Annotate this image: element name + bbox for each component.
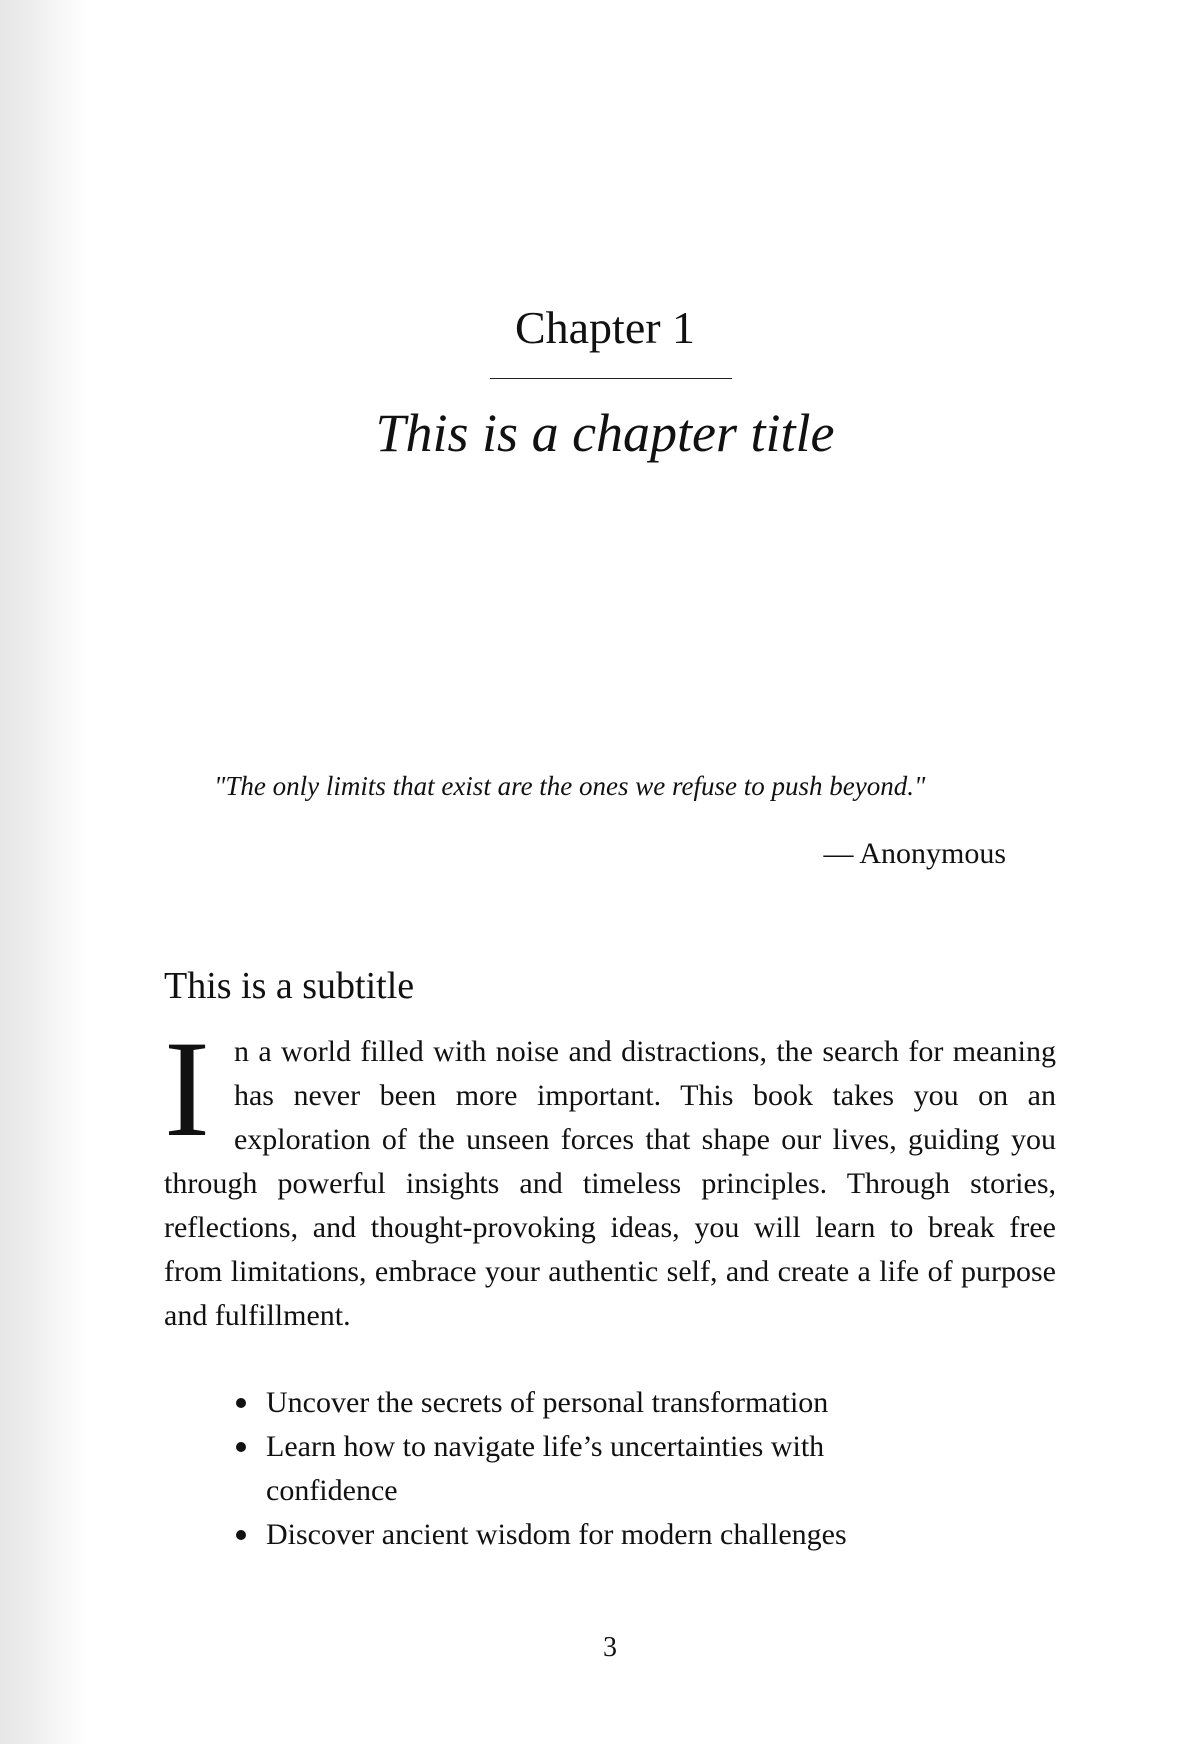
body-paragraph: [164, 1012, 1056, 1338]
bullet-dot-icon: [236, 1530, 246, 1540]
bullet-dot-icon: [236, 1398, 246, 1408]
list-item: [236, 1425, 936, 1513]
epigraph-author: — Anonymous: [823, 837, 1006, 870]
bullet-list: [236, 1381, 936, 1557]
paragraph-text: n a world filled with noise and distractions, the search for meaning has never been more important. This book takes you on an exploration of the unseen forces that shape our lives, guiding you through powerful insights and timeless principles. Through stories, reflections, and thought-provoking ideas, you will learn to break free from limitations, embrace your authentic self, and create a life of purpose and fulfillment.: [164, 1035, 1056, 1332]
list-item: [236, 1513, 936, 1557]
chapter-label: Chapter 1: [514, 302, 696, 353]
drop-cap: I: [164, 1012, 210, 1165]
list-item-text: Uncover the secrets of personal transformation: [266, 1386, 829, 1419]
chapter-title: This is a chapter title: [375, 403, 835, 463]
list-item-text: Discover ancient wisdom for modern challenges: [266, 1518, 847, 1551]
section-subtitle: This is a subtitle: [164, 965, 415, 1007]
list-item: [236, 1381, 936, 1425]
chapter-divider: [490, 378, 732, 379]
list-item-text: Learn how to navigate life’s uncertainties with confidence: [266, 1430, 825, 1507]
bullet-dot-icon: [236, 1442, 246, 1452]
epigraph-quote: "The only limits that exist are the ones we refuse to push beyond.": [214, 771, 926, 801]
spine-shadow: [0, 0, 90, 1744]
page-number: 3: [603, 1632, 617, 1663]
